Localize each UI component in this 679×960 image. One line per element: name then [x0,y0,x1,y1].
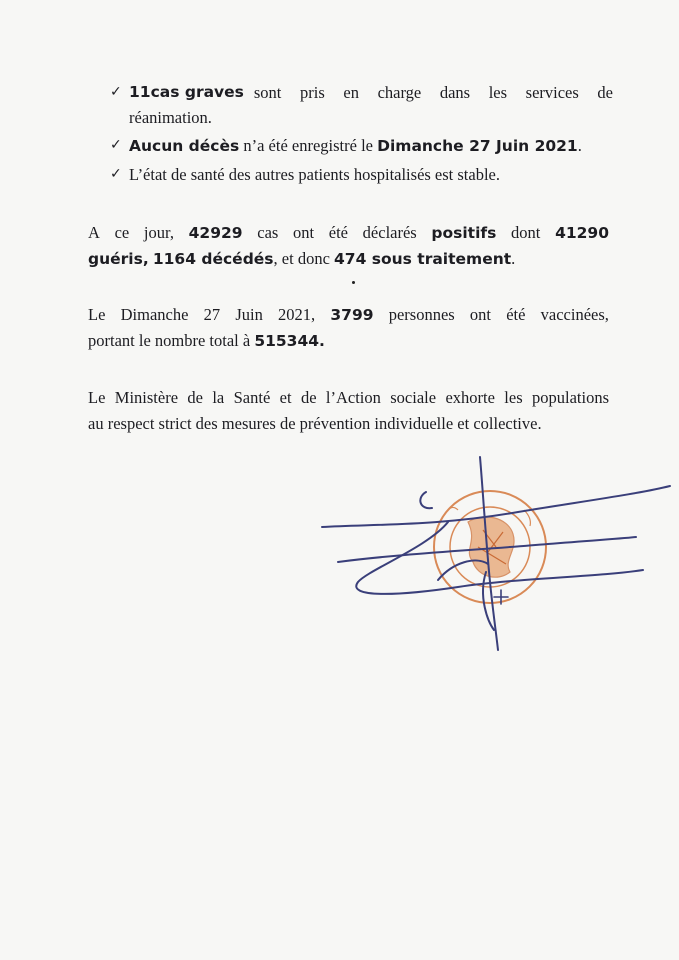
bullet-no-deaths: ✓ Aucun décès n’a été enregistré le Dimanche 27 Juin 2021. [88,133,613,159]
stable-status-text: L’état de santé des autres patients hospitalisés est stable. [129,165,501,184]
report-date: Dimanche 27 Juin 2021 [377,137,578,155]
deaths-count: 1164 décédés [152,250,274,268]
total-cases: 42929 [188,224,243,242]
stray-dot [352,281,355,284]
vaccination-paragraph: Le Dimanche 27 Juin 2021, 3799 personnes ont été vaccinées, portant le nombre total à 515344. [88,302,609,354]
bullet-list [88,80,613,190]
severe-cases-text-line2: réanimation. [129,108,212,127]
severe-cases-text: sont pris en charge dans les services de [253,83,613,102]
vaccinated-total: 515344. [254,332,325,350]
checkmark-icon: ✓ [110,137,122,153]
no-deaths-label: Aucun décès [129,137,240,155]
recovered-count: 41290 [555,224,609,242]
bullet-severe-cases [88,80,613,130]
bullet-stable-status [88,162,613,187]
severe-cases-count: 11 [129,83,151,101]
vaccinated-today: 3799 [330,306,374,324]
checkmark-icon: ✓ [110,166,122,182]
stamp-and-signature [318,452,678,652]
closing-line-1: Le Ministère de la Santé et de l’Action sociale exhorte les populations [88,388,609,407]
checkmark-icon: ✓ [110,84,122,100]
recovered-label: guéris, [88,250,149,268]
positive-label: positifs [431,224,497,242]
severe-cases-label: cas graves [150,83,244,101]
no-deaths-text: n’a été enregistré le [243,136,373,155]
closing-line-2: au respect strict des mesures de prévention individuelle et collective. [88,414,542,433]
closing-paragraph [88,385,609,437]
under-treatment-count: 474 sous traitement [334,250,512,268]
summary-paragraph: A ce jour, 42929 cas ont été déclarés positifs dont 41290 guéris, 1164 décédés, et donc 474 sous traitement. [88,220,609,272]
